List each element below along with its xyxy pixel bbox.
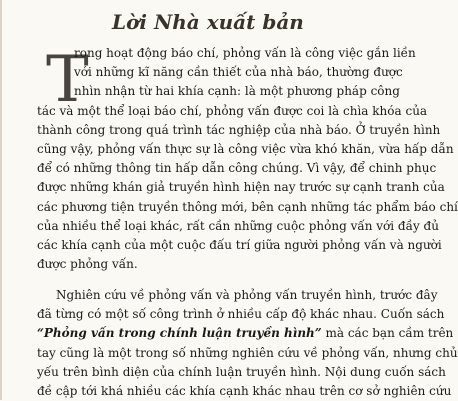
- text-line: các khía cạnh của một cuộc đấu trí giữa người phỏng vấn và người: [37, 237, 442, 252]
- text-line: của nhiều thể loại khác, rất cần những cuộc phỏng vấn với đầy đủ: [37, 218, 439, 233]
- page-edge: [0, 0, 2, 400]
- text-line: [37, 324, 454, 343]
- text-line: tay cũng là một trong số những nghiên cứu về phỏng vấn, nhưng chủ: [37, 345, 458, 360]
- text-line: nhìn nhận từ hai khía cạnh: là một phương pháp công: [74, 84, 400, 99]
- text-segment: mà các bạn cầm trên: [321, 326, 454, 341]
- text-line: Nghiên cứu về phỏng vấn và phỏng vấn truyền hình, trước đây: [56, 288, 438, 302]
- text-line: yếu trên bình diện của chính luận truyền hình. Nội dung cuốn sách: [37, 364, 446, 379]
- text-line: thành công trong quá trình tác nghiệp của nhà báo. Ở truyền hình: [37, 122, 441, 137]
- text-line: để có những thông tin hấp dẫn công chúng. Vì vậy, để chinh phục: [37, 161, 437, 176]
- text-line: đã từng có một số công trình ở nhiều cấp độ khác nhau. Cuốn sách: [37, 307, 445, 322]
- paragraph-1: [37, 44, 458, 274]
- text-line: các phương tiện truyền thông mới, bên cạnh những tác phẩm báo chí: [37, 199, 458, 214]
- book-title: “Phỏng vấn trong chính luận truyền hình”: [37, 326, 322, 341]
- text-line: rong hoạt động báo chí, phỏng vấn là công việc gắn liền: [74, 46, 416, 60]
- text-line: được những khán giả truyền hình hiện nay trước sự cạnh tranh của: [37, 180, 445, 195]
- page-title: Lời Nhà xuất bản: [112, 10, 304, 34]
- text-line: đề cập tới khá nhiều các khía cạnh khác nhau trên cơ sở nghiên cứu: [37, 383, 452, 398]
- text-line: cũng vậy, phỏng vấn thực sự là công việc vừa khó khăn, vừa hấp dẫn: [37, 141, 454, 156]
- paragraph-2: [37, 286, 458, 401]
- drop-cap-letter: T: [46, 43, 89, 117]
- text-line: tác và một thể loại báo chí, phỏng vấn được coi là chìa khóa của: [37, 103, 428, 118]
- text-line: được phỏng vấn.: [37, 257, 138, 272]
- text-line: với những kĩ năng cần thiết của nhà báo, thường được: [74, 65, 403, 80]
